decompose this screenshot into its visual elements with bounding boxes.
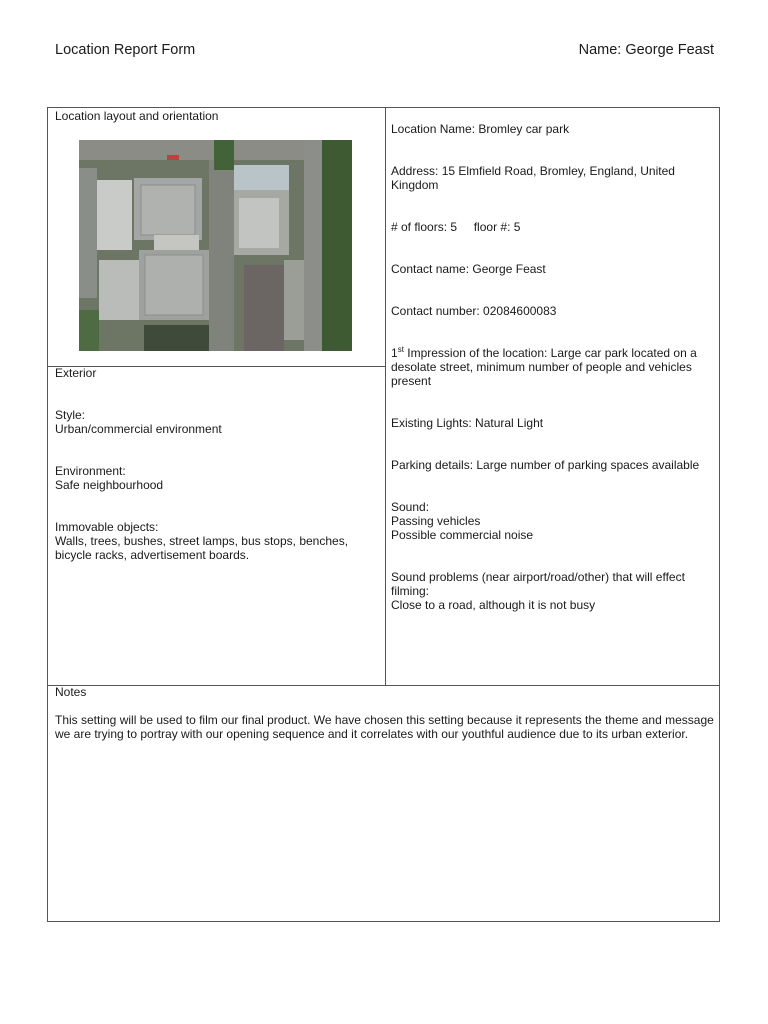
layout-label: Location layout and orientation (55, 109, 219, 123)
sound-label: Sound: (391, 500, 430, 514)
objects-label: Immovable objects: (55, 520, 159, 534)
column-divider (385, 108, 386, 685)
contact-number: Contact number: 02084600083 (391, 304, 557, 318)
report-table (47, 107, 720, 922)
form-title: Location Report Form (55, 42, 196, 58)
style-label: Style: (55, 408, 86, 422)
exterior-heading: Exterior (55, 366, 97, 380)
parking-details: Parking details: Large number of parking spaces available (391, 458, 700, 472)
sound-item-1: Passing vehicles (391, 514, 481, 528)
address: Address: 15 Elmfield Road, Bromley, England, United Kingdom (391, 164, 675, 192)
environment-label: Environment: (55, 464, 126, 478)
sound-problems-value: Close to a road, although it is not busy (391, 598, 596, 612)
floors-count: # of floors: 5 (391, 220, 458, 234)
location-details-section (391, 122, 716, 612)
floor-number: floor #: 5 (473, 220, 521, 234)
sound-item-2: Possible commercial noise (391, 528, 534, 542)
aerial-map-image (79, 140, 352, 351)
impression-prefix: 1 (391, 346, 398, 360)
existing-lights: Existing Lights: Natural Light (391, 416, 544, 430)
notes-section (55, 685, 715, 741)
impression-text: Impression of the location: Large car park located on a desolate street, minimum number of people and vehicles present (391, 346, 697, 388)
author-name: Name: George Feast (578, 42, 714, 58)
exterior-section (55, 366, 380, 562)
first-impression (391, 346, 716, 388)
notes-text: This setting will be used to film our final product. We have chosen this setting because it represents the theme and message we are trying to portray with our opening sequence and it correlates with our youthful audience due to its urban exterior. (55, 713, 714, 741)
impression-superscript: st (397, 345, 404, 354)
notes-heading: Notes (55, 685, 87, 699)
objects-value: Walls, trees, bushes, street lamps, bus stops, benches, bicycle racks, advertisement boards. (55, 534, 349, 562)
location-name: Location Name: Bromley car park (391, 122, 570, 136)
contact-name: Contact name: George Feast (391, 262, 546, 276)
style-value: Urban/commercial environment (55, 422, 222, 436)
floors-row (391, 220, 716, 234)
sound-problems-label: Sound problems (near airport/road/other) that will effect filming: (391, 570, 685, 598)
environment-value: Safe neighbourhood (55, 478, 164, 492)
